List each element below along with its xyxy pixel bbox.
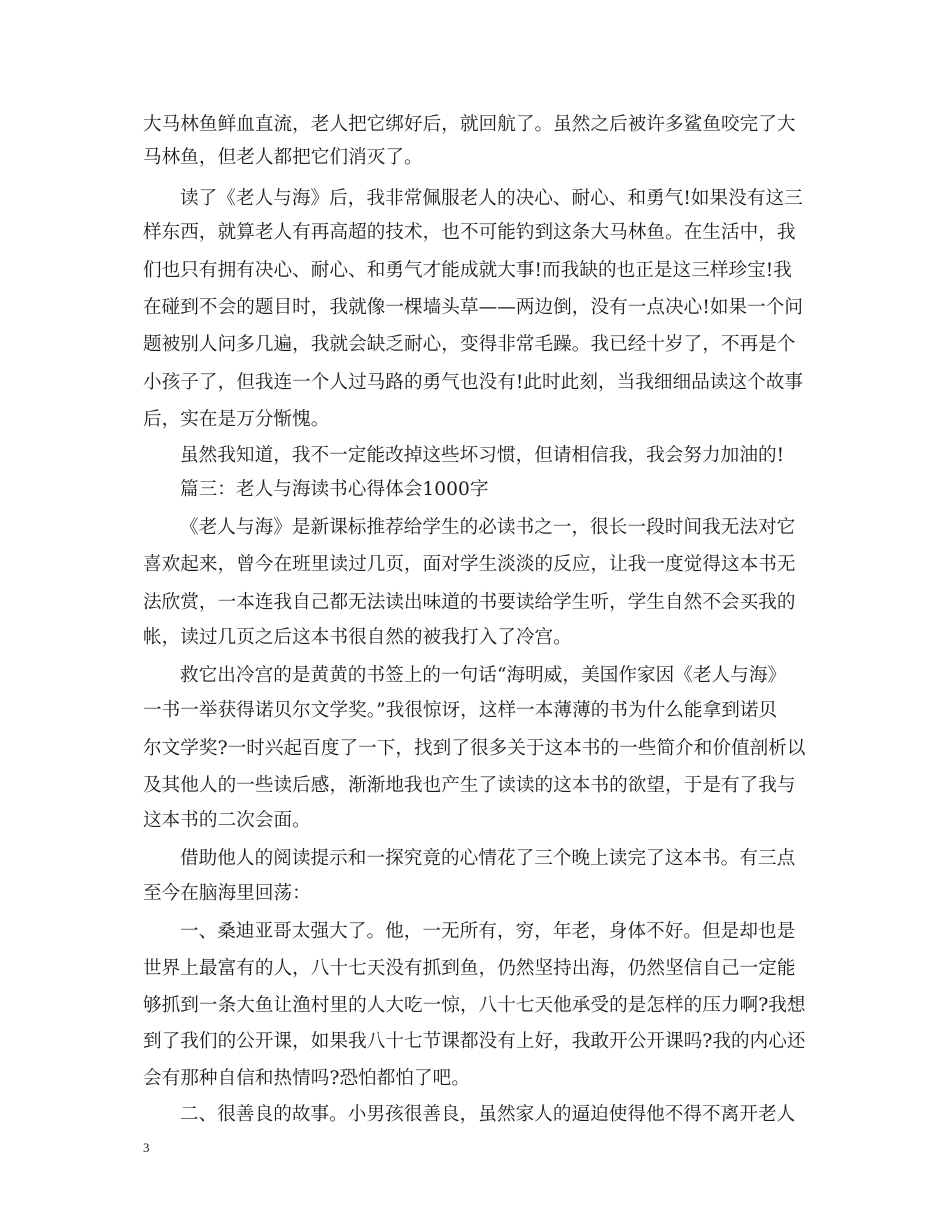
text-line: 们也只有拥有决心、耐心、和勇气才能成就大事!而我缺的也正是这三样珍宝!我 <box>143 260 792 281</box>
paragraph-start: 救它出冷宫的是黄黄的书签上的一句话“海明威，美国作家因《老人与海》 <box>180 665 787 686</box>
section-heading: 篇三：老人与海读书心得体会1000字 <box>180 479 489 500</box>
text-line: 样东西，就算老人有再高超的技术，也不可能钓到这条大马林鱼。在生活中，我 <box>143 222 796 243</box>
text-line: 这本书的二次会面。 <box>143 810 311 831</box>
text-line: 马林鱼，但老人都把它们消灭了。 <box>143 147 423 168</box>
text-line: 大马林鱼鲜血直流，老人把它绑好后，就回航了。虽然之后被许多鲨鱼咬完了大 <box>143 114 796 135</box>
text-line: 尔文学奖?一时兴起百度了一下，找到了很多关于这本书的一些简介和价值剖析以 <box>143 738 806 759</box>
text-line: 会有那种自信和热情吗?恐怕都怕了吧。 <box>143 1068 470 1089</box>
text-line: 到了我们的公开课，如果我八十七节课都没有上好，我敢开公开课吗?我的内心还 <box>143 1031 806 1052</box>
page-number: 3 <box>143 1140 150 1155</box>
text-line: 世界上最富有的人，八十七天没有抓到鱼，仍然坚持出海，仍然坚信自己一定能 <box>143 958 796 979</box>
text-line: 帐，读过几页之后这本书很自然的被我打入了冷宫。 <box>143 627 572 648</box>
text-line: 一书一举获得诺贝尔文学奖。”我很惊讶，这样一本薄薄的书为什么能拿到诺贝 <box>143 700 778 721</box>
paragraph-start: 虽然我知道，我不一定能改掉这些坏习惯，但请相信我，我会努力加油的! <box>180 445 785 466</box>
paragraph-start: 读了《老人与海》后，我非常佩服老人的决心、耐心、和勇气!如果没有这三 <box>180 188 803 209</box>
paragraph-start: 借助他人的阅读提示和一探究竟的心情花了三个晚上读完了这本书。有三点 <box>180 848 796 869</box>
paragraph-start: 二、很善良的故事。小男孩很善良，虽然家人的逼迫使得他不得不离开老人 <box>180 1104 796 1125</box>
text-line: 后，实在是万分惭愧。 <box>143 409 330 430</box>
text-line: 喜欢起来，曾今在班里读过几页，面对学生淡淡的反应，让我一度觉得这本书无 <box>143 554 796 575</box>
text-line: 至今在脑海里回荡： <box>143 883 311 904</box>
text-line: 够抓到一条大鱼让渔村里的人大吃一惊，八十七天他承受的是怎样的压力啊?我想 <box>143 995 806 1016</box>
paragraph-start: 一、桑迪亚哥太强大了。他，一无所有，穷，年老，身体不好。但是却也是 <box>180 921 796 942</box>
text-line: 法欣赏，一本连我自己都无法读出味道的书要读给学生听，学生自然不会买我的 <box>143 592 796 613</box>
text-line: 及其他人的一些读后感，渐渐地我也产生了读读的这本书的欲望，于是有了我与 <box>143 775 796 796</box>
paragraph-start: 《老人与海》是新课标推荐给学生的必读书之一，很长一段时间我无法对它 <box>180 517 796 538</box>
text-line: 题被别人问多几遍，我就会缺乏耐心，变得非常毛躁。我已经十岁了，不再是个 <box>143 334 796 355</box>
text-line: 小孩子了，但我连一个人过马路的勇气也没有!此时此刻，当我细细品读这个故事 <box>143 372 804 393</box>
text-line: 在碰到不会的题目时，我就像一棵墙头草——两边倒，没有一点决心!如果一个问 <box>143 297 804 318</box>
